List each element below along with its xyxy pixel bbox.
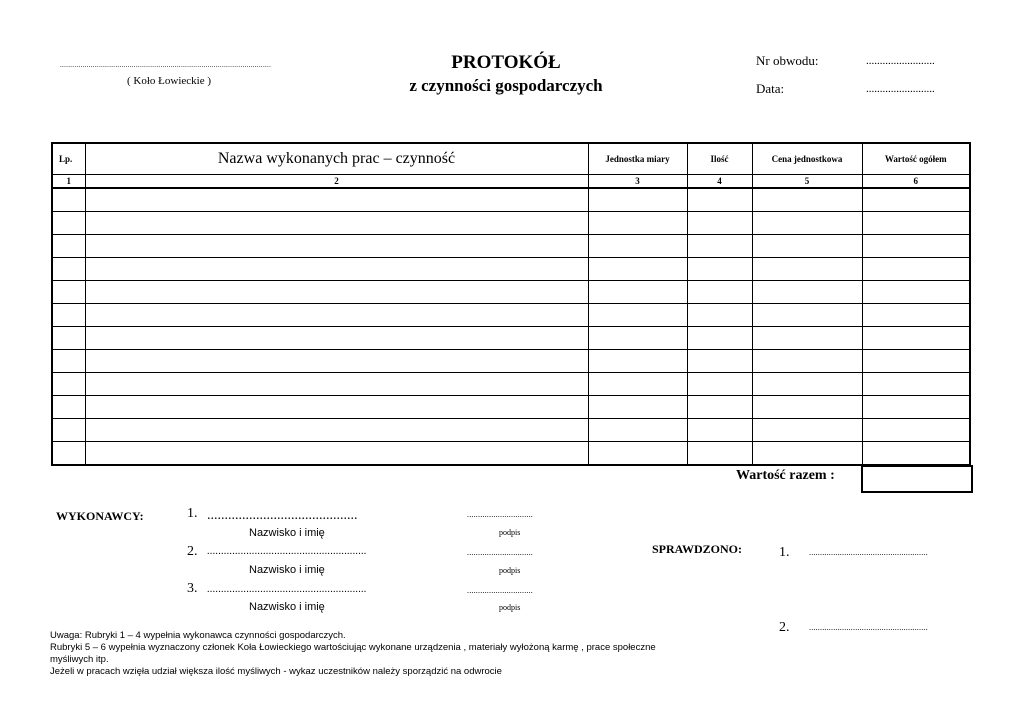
cell-name[interactable]: [85, 327, 588, 350]
cell-lp[interactable]: [52, 327, 85, 350]
cell-unit-price[interactable]: [752, 304, 862, 327]
cell-unit[interactable]: [588, 258, 687, 281]
cell-name[interactable]: [85, 419, 588, 442]
note-line: myśliwych itp.: [50, 654, 109, 665]
cell-name[interactable]: [85, 258, 588, 281]
activities-table: [51, 142, 971, 466]
cell-unit-price[interactable]: [752, 396, 862, 419]
table-row: [52, 396, 970, 419]
executor-number: 1.: [187, 506, 198, 521]
executor-signature-field[interactable]: ..............................: [467, 510, 533, 519]
cell-total-value[interactable]: [862, 327, 970, 350]
table-row: [52, 258, 970, 281]
column-number-row: [52, 175, 970, 189]
cell-name[interactable]: [85, 304, 588, 327]
circuit-number-field[interactable]: .........................: [866, 55, 935, 67]
cell-quantity[interactable]: [687, 419, 752, 442]
note-line: Jeżeli w pracach wzięła udział większa ilość myśliwych - wykaz uczestników należy sporządzić na odwrocie: [50, 666, 502, 677]
cell-quantity[interactable]: [687, 373, 752, 396]
notes-block: [50, 630, 750, 678]
date-label: Data:: [756, 81, 785, 96]
table-header-row: [52, 143, 970, 175]
checker-signature-field[interactable]: ......................................................: [809, 548, 928, 557]
header-unit: Jednostka miary: [588, 143, 687, 175]
checked-label: SPRAWDZONO:: [652, 542, 743, 556]
header-quantity: Ilość: [687, 143, 752, 175]
executor-name-caption: Nazwisko i imię: [249, 601, 325, 613]
cell-total-value[interactable]: [862, 188, 970, 212]
cell-unit[interactable]: [588, 442, 687, 466]
header-total-value: Wartość ogółem: [862, 143, 970, 175]
cell-unit-price[interactable]: [752, 281, 862, 304]
executor-name-field[interactable]: .........................................................: [207, 584, 367, 595]
cell-total-value[interactable]: [862, 350, 970, 373]
total-value-field[interactable]: [861, 465, 973, 493]
checker-number: 1.: [779, 545, 790, 560]
club-name-caption: ( Koło Łowieckie ): [127, 75, 211, 87]
cell-quantity[interactable]: [687, 212, 752, 235]
cell-quantity[interactable]: [687, 258, 752, 281]
cell-lp[interactable]: [52, 188, 85, 212]
cell-name[interactable]: [85, 442, 588, 466]
document-subtitle: z czynności gospodarczych: [409, 76, 603, 95]
table-row: [52, 188, 970, 212]
cell-lp[interactable]: [52, 350, 85, 373]
column-number: 6: [862, 175, 970, 189]
signature-caption: podpis: [499, 566, 521, 575]
table-row: [52, 327, 970, 350]
column-number: 2: [85, 175, 588, 189]
cell-unit-price[interactable]: [752, 212, 862, 235]
executor-signature-field[interactable]: ..............................: [467, 586, 533, 595]
cell-lp[interactable]: [52, 235, 85, 258]
cell-total-value[interactable]: [862, 419, 970, 442]
table-row: [52, 350, 970, 373]
checker-number: 2.: [779, 620, 790, 635]
signature-caption: podpis: [499, 603, 521, 612]
cell-unit-price[interactable]: [752, 442, 862, 466]
column-number: 4: [687, 175, 752, 189]
cell-name[interactable]: [85, 281, 588, 304]
cell-name[interactable]: [85, 235, 588, 258]
table-row: [52, 212, 970, 235]
note-line: Uwaga: Rubryki 1 – 4 wypełnia wykonawca czynności gospodarczych.: [50, 630, 346, 641]
cell-unit-price[interactable]: [752, 235, 862, 258]
header-lp: Lp.: [52, 143, 85, 175]
executor-signature-field[interactable]: ..............................: [467, 548, 533, 557]
executor-number: 3.: [187, 581, 198, 596]
cell-unit-price[interactable]: [752, 350, 862, 373]
cell-unit[interactable]: [588, 419, 687, 442]
cell-unit[interactable]: [588, 350, 687, 373]
cell-lp[interactable]: [52, 396, 85, 419]
header-name: Nazwa wykonanych prac – czynność: [85, 143, 588, 175]
executor-name-field[interactable]: .........................................................: [207, 546, 367, 557]
table-row: [52, 281, 970, 304]
cell-unit-price[interactable]: [752, 373, 862, 396]
cell-unit-price[interactable]: [752, 419, 862, 442]
executor-name-field[interactable]: ...........................................: [207, 508, 358, 523]
cell-name[interactable]: [85, 350, 588, 373]
executor-number: 2.: [187, 544, 198, 559]
executor-name-caption: Nazwisko i imię: [249, 564, 325, 576]
table-row: [52, 304, 970, 327]
cell-unit[interactable]: [588, 235, 687, 258]
table-row: [52, 373, 970, 396]
cell-total-value[interactable]: [862, 442, 970, 466]
cell-unit-price[interactable]: [752, 188, 862, 212]
cell-unit[interactable]: [588, 396, 687, 419]
cell-unit[interactable]: [588, 212, 687, 235]
circuit-number-label: Nr obwodu:: [756, 53, 819, 68]
cell-quantity[interactable]: [687, 396, 752, 419]
cell-unit[interactable]: [588, 373, 687, 396]
executors-label: WYKONAWCY:: [56, 509, 144, 523]
executor-name-caption: Nazwisko i imię: [249, 527, 325, 539]
cell-total-value[interactable]: [862, 373, 970, 396]
table-row: [52, 235, 970, 258]
cell-quantity[interactable]: [687, 235, 752, 258]
cell-quantity[interactable]: [687, 350, 752, 373]
cell-lp[interactable]: [52, 442, 85, 466]
column-number: 1: [52, 175, 85, 189]
column-number: 3: [588, 175, 687, 189]
signature-caption: podpis: [499, 528, 521, 537]
cell-unit-price[interactable]: [752, 258, 862, 281]
cell-name[interactable]: [85, 212, 588, 235]
cell-name[interactable]: [85, 373, 588, 396]
cell-total-value[interactable]: [862, 281, 970, 304]
cell-name[interactable]: [85, 396, 588, 419]
cell-total-value[interactable]: [862, 258, 970, 281]
cell-lp[interactable]: [52, 281, 85, 304]
cell-quantity[interactable]: [687, 281, 752, 304]
date-field[interactable]: .........................: [866, 83, 935, 95]
table-row: [52, 419, 970, 442]
cell-lp[interactable]: [52, 419, 85, 442]
header-unit-price: Cena jednostkowa: [752, 143, 862, 175]
note-line: Rubryki 5 – 6 wypełnia wyznaczony członek Koła Łowieckiego wartościując wykonane urządzenia , materiały wyłożoną karmę , prace społeczne: [50, 642, 656, 653]
cell-unit[interactable]: [588, 281, 687, 304]
column-number: 5: [752, 175, 862, 189]
cell-unit[interactable]: [588, 188, 687, 212]
total-value-label: Wartość razem :: [736, 468, 835, 483]
cell-unit[interactable]: [588, 304, 687, 327]
cell-lp[interactable]: [52, 258, 85, 281]
table-row: [52, 442, 970, 466]
cell-total-value[interactable]: [862, 396, 970, 419]
cell-lp[interactable]: [52, 304, 85, 327]
document-title: PROTOKÓŁ: [451, 52, 561, 73]
cell-lp[interactable]: [52, 373, 85, 396]
cell-name[interactable]: [85, 188, 588, 212]
cell-quantity[interactable]: [687, 188, 752, 212]
club-name-field[interactable]: .......................................................................................................: [60, 61, 272, 69]
cell-unit-price[interactable]: [752, 327, 862, 350]
cell-quantity[interactable]: [687, 327, 752, 350]
cell-quantity[interactable]: [687, 442, 752, 466]
cell-total-value[interactable]: [862, 212, 970, 235]
cell-unit[interactable]: [588, 327, 687, 350]
cell-total-value[interactable]: [862, 235, 970, 258]
checker-signature-field[interactable]: ......................................................: [809, 623, 928, 632]
cell-total-value[interactable]: [862, 304, 970, 327]
cell-lp[interactable]: [52, 212, 85, 235]
cell-quantity[interactable]: [687, 304, 752, 327]
